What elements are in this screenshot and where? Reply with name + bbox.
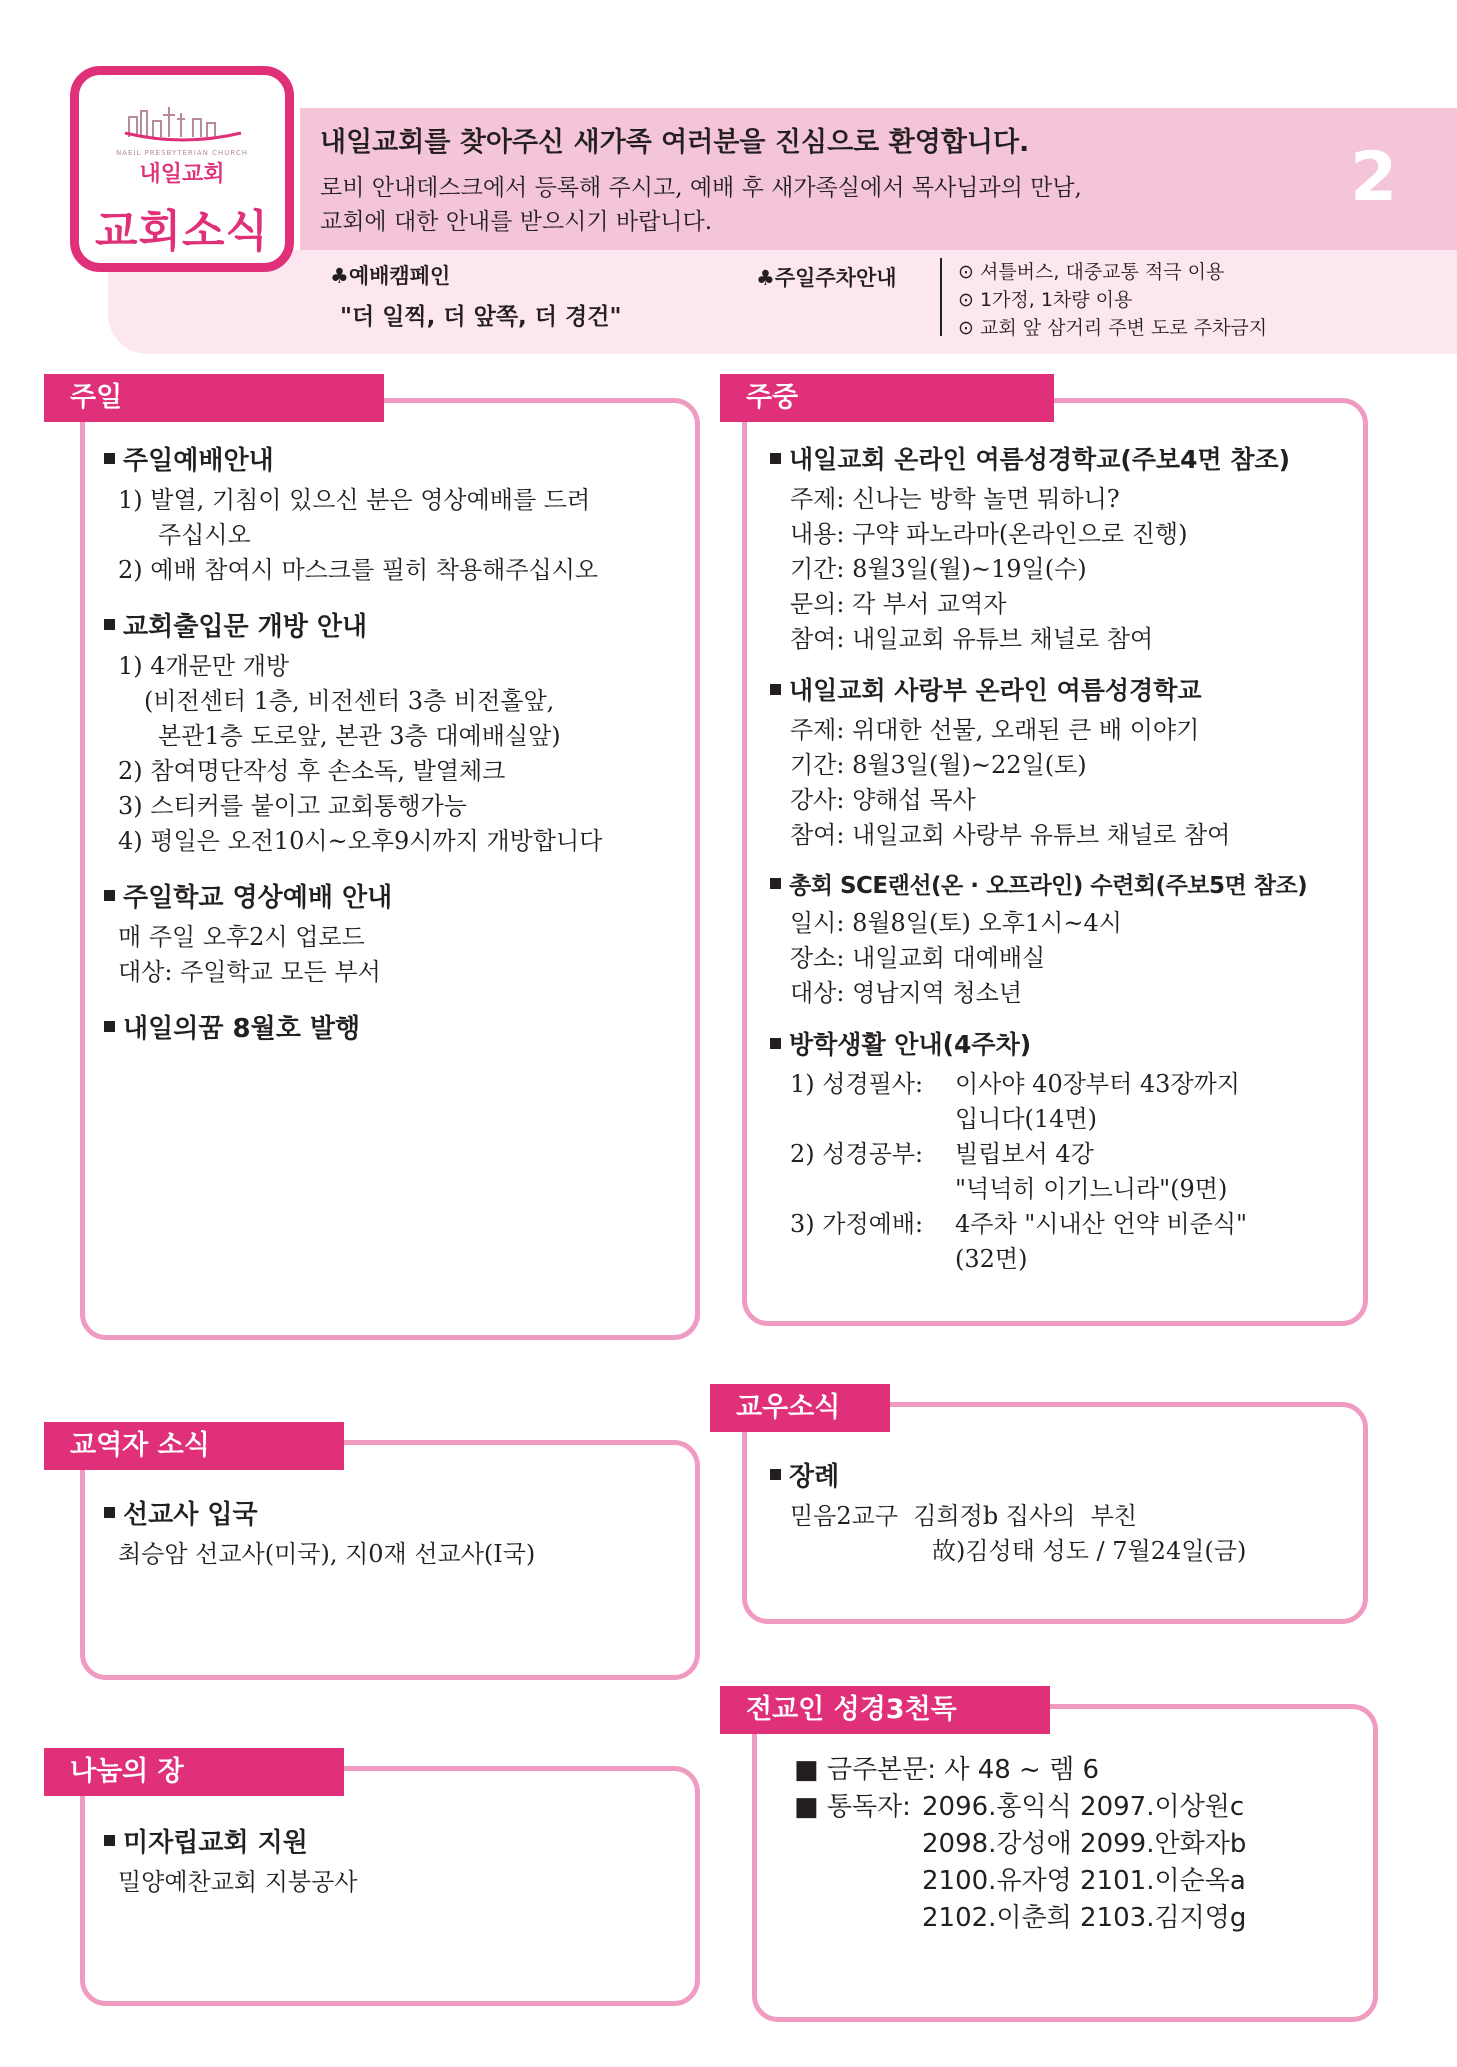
welcome-line: 로비 안내데스크에서 등록해 주시고, 예배 후 새가족실에서 목사님과의 만남, bbox=[320, 175, 1082, 201]
logo-subtext: NAEIL PRESBYTERIAN CHURCH bbox=[115, 149, 249, 157]
notice-line: 2) 참여명단작성 후 손소독, 발열체크 bbox=[118, 757, 506, 785]
notice-heading: 총회 SCE랜선(온 · 오프라인) 수련회(주보5면 참조) bbox=[770, 867, 1365, 900]
notice-line: 입니다(14면) bbox=[955, 1105, 1098, 1133]
notice-line: 매 주일 오후2시 업로드 bbox=[118, 923, 365, 951]
bullet-square-icon bbox=[770, 1038, 781, 1049]
notice-line: (32면) bbox=[955, 1245, 1028, 1273]
sunday-tab: 주일 bbox=[44, 374, 384, 422]
notice-line: 4) 평일은 오전10시~오후9시까지 개방합니다 bbox=[118, 827, 603, 855]
staff-content bbox=[104, 1494, 694, 1572]
notice-line: 참여: 내일교회 유튜브 채널로 참여 bbox=[790, 625, 1154, 653]
notice-line: 3) 가정예배: 4주차 "시내산 언약 비준식" bbox=[790, 1210, 1248, 1238]
notice-heading: 미자립교회 지원 bbox=[104, 1822, 694, 1859]
notice-line: 기간: 8월3일(월)~22일(토) bbox=[790, 751, 1087, 779]
notice-heading: 내일교회 온라인 여름성경학교(주보4면 참조) bbox=[770, 440, 1365, 476]
bullet-square-icon bbox=[104, 1021, 115, 1032]
church-skyline-icon bbox=[123, 103, 243, 143]
notice-heading: 주일학교 영상예배 안내 bbox=[104, 877, 694, 914]
divider bbox=[940, 258, 942, 336]
bible-content bbox=[794, 1752, 1364, 1937]
welcome-message bbox=[320, 120, 1082, 239]
bullet-square-icon bbox=[104, 890, 115, 901]
notice-line: 故)김성태 성도 / 7월24일(금) bbox=[932, 1537, 1247, 1565]
notice-line: 밀양예찬교회 지붕공사 bbox=[118, 1868, 358, 1896]
bullet-square-icon bbox=[770, 878, 781, 889]
notice-line: 장소: 내일교회 대예배실 bbox=[790, 944, 1046, 972]
notice-line: 대상: 주일학교 모든 부서 bbox=[118, 958, 381, 986]
notice-line: 참여: 내일교회 사랑부 유튜브 채널로 참여 bbox=[790, 821, 1231, 849]
notice-line: 2100.유자영 2101.이순옥a bbox=[922, 1866, 1246, 1896]
welcome-title: 내일교회를 찾아주신 새가족 여러분을 진심으로 환영합니다. bbox=[320, 127, 1030, 158]
bullet-square-icon bbox=[104, 453, 115, 464]
welcome-line: 교회에 대한 안내를 받으시기 바랍니다. bbox=[320, 209, 713, 235]
notice-line: 1) 4개문만 개방 bbox=[118, 652, 290, 680]
bullet-square-icon bbox=[104, 1507, 115, 1518]
campaign-text: "더 일찍, 더 앞쪽, 더 경건" bbox=[340, 304, 622, 330]
notice-line: 주제: 위대한 선물, 오래된 큰 배 이야기 bbox=[790, 716, 1200, 744]
notice-heading: 장례 bbox=[770, 1456, 1365, 1493]
logo-church-name: 내일교회 bbox=[139, 162, 225, 187]
notice-line: 일시: 8월8일(토) 오후1시~4시 bbox=[790, 909, 1122, 937]
notice-line: 주제: 신나는 방학 놀면 뭐하니? bbox=[790, 485, 1120, 513]
page-title: 교회소식 bbox=[94, 206, 269, 257]
notice-line: 2098.강성애 2099.안화자b bbox=[922, 1829, 1247, 1859]
bullet-square-icon bbox=[770, 453, 781, 464]
notice-line: 1) 성경필사: 이사야 40장부터 43장까지 bbox=[790, 1070, 1240, 1098]
notice-line: 2) 예배 참여시 마스크를 필히 착용해주십시오 bbox=[118, 556, 599, 584]
staff-tab: 교역자 소식 bbox=[44, 1422, 344, 1470]
notice-line: 주십시오 bbox=[158, 521, 251, 549]
notice-line: 최승암 선교사(미국), 지0재 선교사(I국) bbox=[118, 1540, 536, 1568]
members-tab: 교우소식 bbox=[710, 1384, 890, 1432]
notice-line: 2102.이춘희 2103.김지영g bbox=[922, 1903, 1247, 1933]
notice-line: 3) 스티커를 붙이고 교회통행가능 bbox=[118, 792, 467, 820]
notice-line: (비전센터 1층, 비전센터 3층 비전홀앞, bbox=[144, 687, 555, 715]
sharing-content bbox=[104, 1822, 694, 1900]
parking-heading: ♣주일주차안내 bbox=[756, 266, 897, 290]
parking-item: ⊙ 교회 앞 삼거리 주변 도로 주차금지 bbox=[958, 314, 1267, 342]
bullet-square-icon bbox=[770, 684, 781, 695]
sunday-content bbox=[104, 440, 694, 1051]
notice-line: 1) 발열, 기침이 있으신 분은 영상예배를 드려 bbox=[118, 486, 591, 514]
notice-heading: 내일의꿈 8월호 발행 bbox=[104, 1008, 694, 1045]
page-number: 2 bbox=[1350, 138, 1398, 217]
notice-line: 본관1층 도로앞, 본관 3층 대예배실앞) bbox=[158, 722, 561, 750]
notice-line: 믿음2교구 김희정b 집사의 부친 bbox=[790, 1502, 1137, 1530]
notice-heading: 선교사 입국 bbox=[104, 1494, 694, 1531]
notice-line: ■ 금주본문: 사 48 ~ 렘 6 bbox=[794, 1755, 1100, 1785]
notice-line: 강사: 양해섭 목사 bbox=[790, 786, 976, 814]
notice-heading: 내일교회 사랑부 온라인 여름성경학교 bbox=[770, 671, 1365, 707]
notice-line: ■ 통독자: 2096.홍익식 2097.이상원c bbox=[794, 1792, 1245, 1822]
weekday-tab: 주중 bbox=[720, 374, 1054, 422]
notice-line: 내용: 구약 파노라마(온라인으로 진행) bbox=[790, 520, 1188, 548]
sharing-tab: 나눔의 장 bbox=[44, 1748, 344, 1796]
parking-item: ⊙ 1가정, 1차량 이용 bbox=[958, 286, 1267, 314]
bullet-square-icon bbox=[104, 1835, 115, 1846]
bullet-square-icon bbox=[770, 1469, 781, 1480]
notice-line: 문의: 각 부서 교역자 bbox=[790, 590, 1007, 618]
notice-line: 대상: 영남지역 청소년 bbox=[790, 979, 1022, 1007]
campaign-heading: ♣예배캠페인 bbox=[330, 264, 451, 288]
parking-list bbox=[958, 258, 1267, 342]
notice-heading: 교회출입문 개방 안내 bbox=[104, 606, 694, 643]
bible-tab: 전교인 성경3천독 bbox=[720, 1686, 1050, 1734]
notice-line: 기간: 8월3일(월)~19일(수) bbox=[790, 555, 1087, 583]
parking-item: ⊙ 셔틀버스, 대중교통 적극 이용 bbox=[958, 258, 1267, 286]
bullet-square-icon bbox=[104, 619, 115, 630]
members-content bbox=[770, 1456, 1365, 1569]
notice-heading: 주일예배안내 bbox=[104, 440, 694, 477]
notice-line: "넉넉히 이기느니라"(9면) bbox=[955, 1175, 1228, 1203]
weekday-content bbox=[770, 440, 1365, 1277]
church-logo-box bbox=[70, 66, 294, 272]
notice-line: 2) 성경공부: 빌립보서 4강 bbox=[790, 1140, 1094, 1168]
notice-heading: 방학생활 안내(4주차) bbox=[770, 1025, 1365, 1061]
